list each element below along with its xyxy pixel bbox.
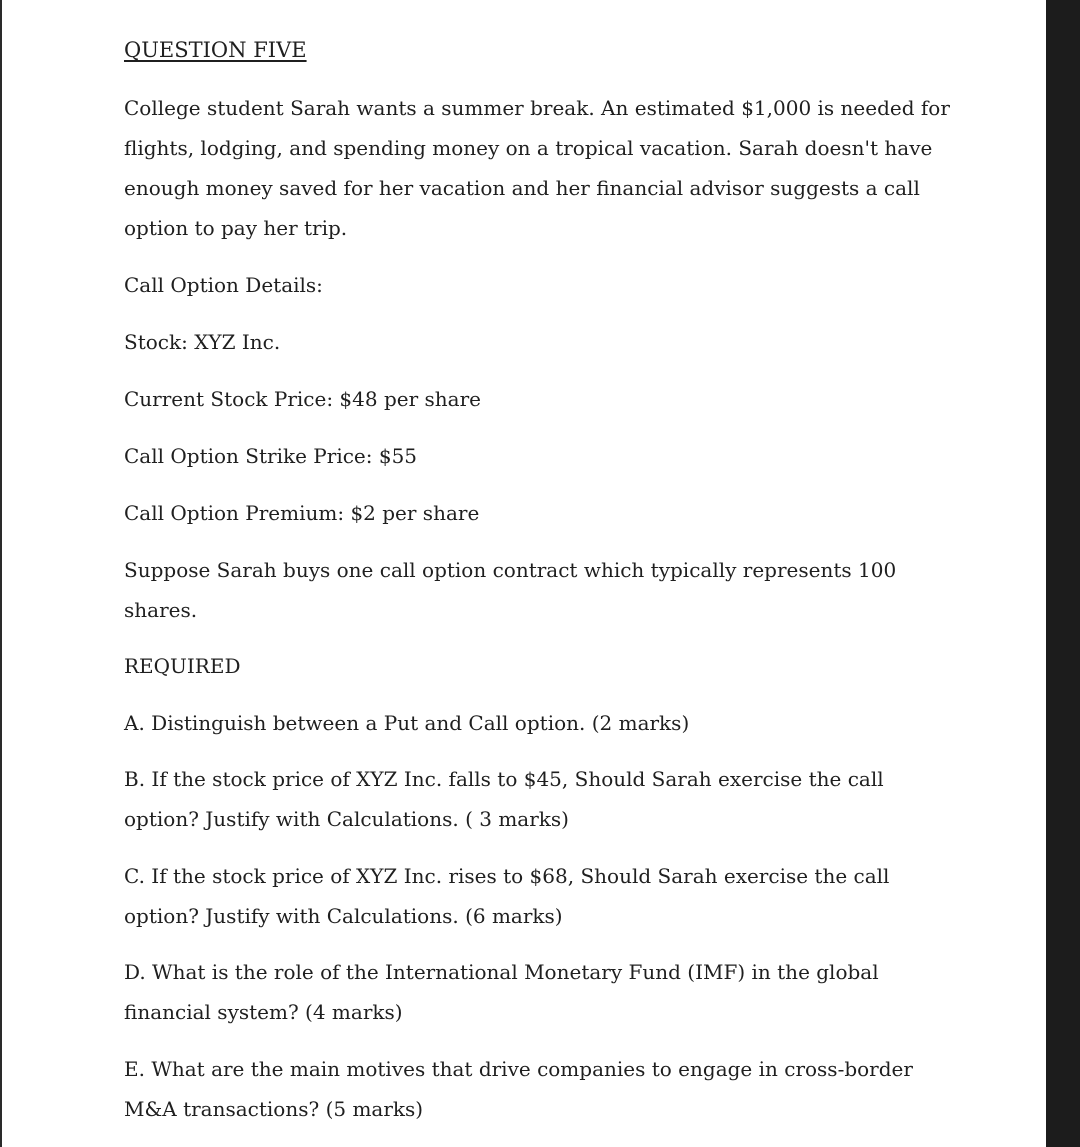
suppose-paragraph — [124, 550, 896, 630]
dark-side-margin — [1046, 0, 1080, 1147]
suppose-line: Suppose Sarah buys one call option contract which typically represents 100 — [124, 558, 897, 582]
intro-line: flights, lodging, and spending money on a tropical vacation. Sarah doesn't have — [124, 136, 933, 160]
details-label: Call Option Details: — [124, 273, 323, 297]
question-b — [124, 759, 884, 839]
premium-line: Call Option Premium: $2 per share — [124, 501, 480, 525]
question-line: M&A transactions? (5 marks) — [124, 1097, 424, 1121]
question-heading: QUESTION FIVE — [124, 38, 307, 62]
intro-paragraph — [124, 88, 950, 248]
question-line: C. If the stock price of XYZ Inc. rises to $68, Should Sarah exercise the call — [124, 864, 890, 888]
current-price-line: Current Stock Price: $48 per share — [124, 387, 481, 411]
question-line: B. If the stock price of XYZ Inc. falls to $45, Should Sarah exercise the call — [124, 767, 884, 791]
question-a — [124, 703, 689, 743]
question-d — [124, 952, 879, 1032]
question-line: A. Distinguish between a Put and Call option. (2 marks) — [124, 711, 690, 735]
intro-line: option to pay her trip. — [124, 216, 348, 240]
question-line: D. What is the role of the International Monetary Fund (IMF) in the global — [124, 960, 879, 984]
strike-price-line: Call Option Strike Price: $55 — [124, 444, 418, 468]
required-label: REQUIRED — [124, 654, 241, 678]
suppose-line: shares. — [124, 598, 198, 622]
question-e — [124, 1049, 913, 1129]
stock-line: Stock: XYZ Inc. — [124, 330, 281, 354]
question-line: financial system? (4 marks) — [124, 1000, 403, 1024]
question-line: option? Justify with Calculations. ( 3 marks) — [124, 807, 569, 831]
intro-line: enough money saved for her vacation and her financial advisor suggests a call — [124, 176, 920, 200]
intro-line: College student Sarah wants a summer break. An estimated $1,000 is needed for — [124, 96, 950, 120]
question-c — [124, 856, 889, 936]
page-left-edge — [0, 0, 2, 1147]
question-line: E. What are the main motives that drive companies to engage in cross-border — [124, 1057, 913, 1081]
question-line: option? Justify with Calculations. (6 marks) — [124, 904, 563, 928]
